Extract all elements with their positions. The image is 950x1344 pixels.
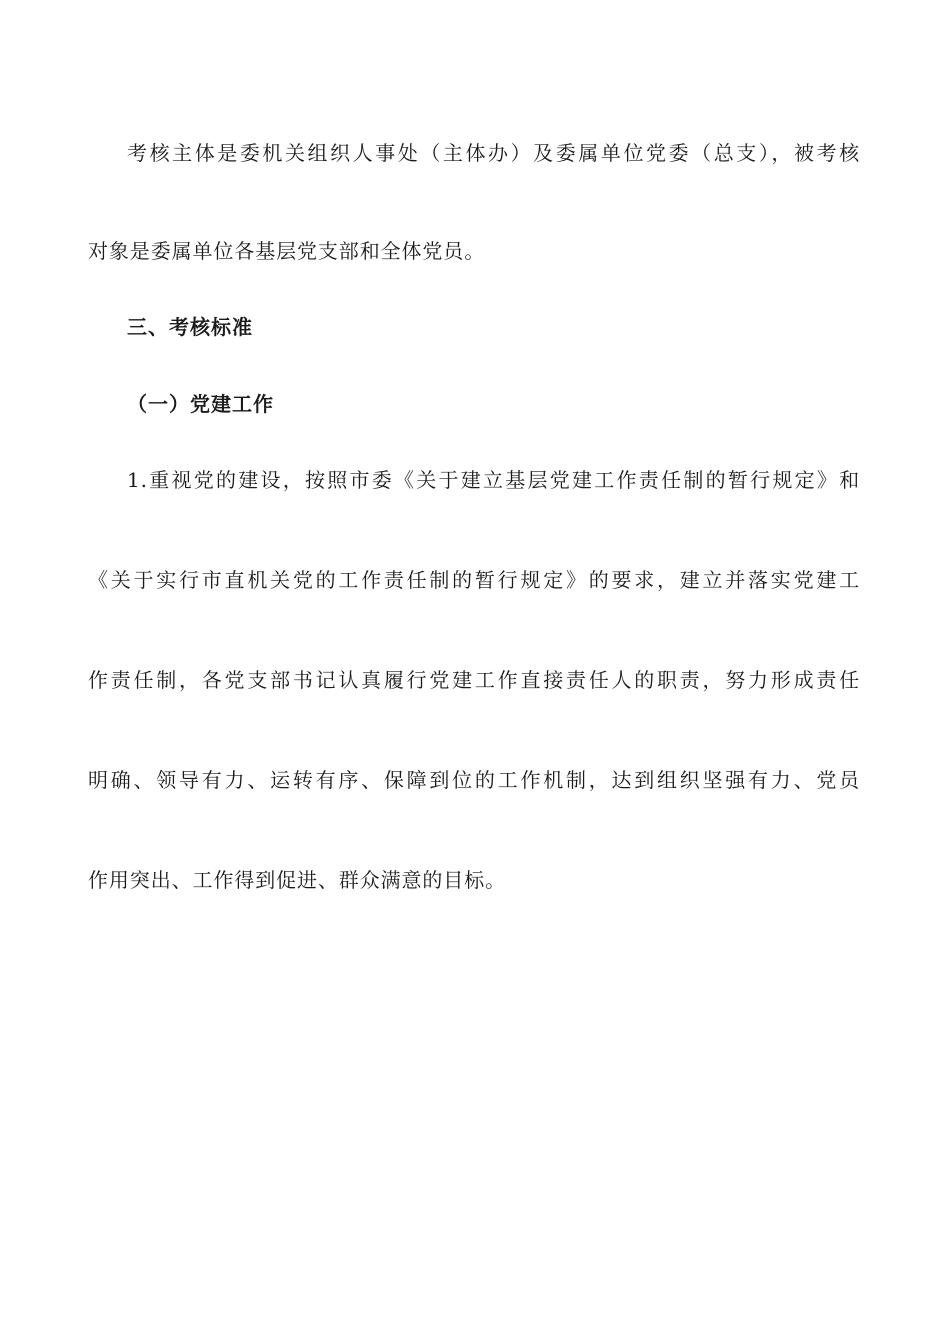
paragraph-2-line-3: 作责任制，各党支部书记认真履行党建工作直接责任人的职责，努力形成责任	[88, 668, 860, 692]
paragraph-2-line-4: 明确、领导有力、运转有序、保障到位的工作机制，达到组织坚强有力、党员	[88, 768, 860, 792]
paragraph-2-line-5: 作用突出、工作得到促进、群众满意的目标。	[88, 868, 506, 892]
section-heading: 三、考核标准	[127, 315, 253, 339]
paragraph-1-line-2: 对象是委属单位各基层党支部和全体党员。	[88, 239, 486, 263]
subsection-heading: （一）党建工作	[127, 392, 274, 416]
paragraph-1-line-1: 考核主体是委机关组织人事处（主体办）及委属单位党委（总支），被考核	[127, 141, 860, 165]
paragraph-2-line-2: 《关于实行市直机关党的工作责任制的暂行规定》的要求，建立并落实党建工	[88, 568, 860, 592]
paragraph-2-line-1: 1.重视党的建设，按照市委《关于建立基层党建工作责任制的暂行规定》和	[127, 468, 860, 492]
